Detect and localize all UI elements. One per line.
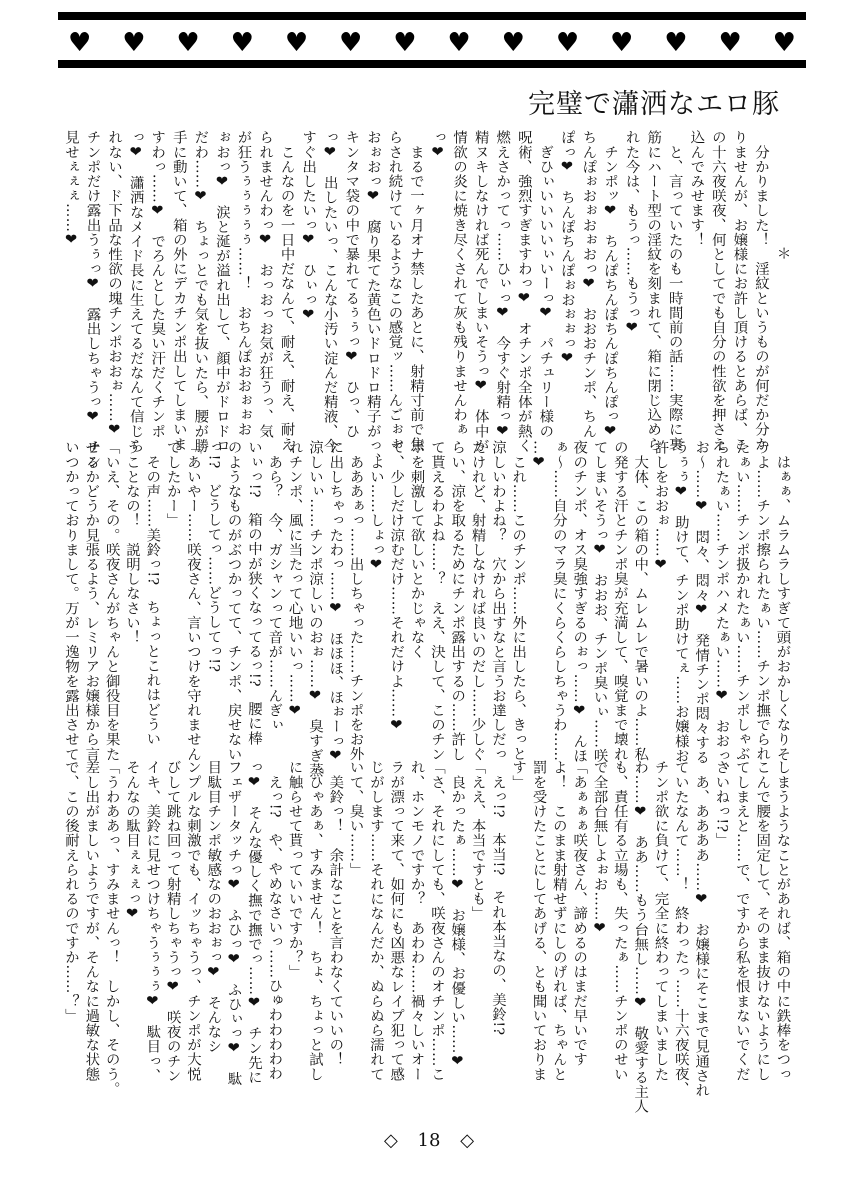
- text-column: っ❤ 出したいっ、こんな小汚い淀んだ精液、今: [321, 130, 338, 453]
- diamond-ornament-right: ◇: [460, 1130, 475, 1151]
- text-column: て、少しだけ涼むだけ……それだけよ……❤: [388, 440, 405, 734]
- heart-icon: ♥: [772, 28, 796, 58]
- text-column: そんなの駄目ぇぇぇっ❤: [123, 760, 140, 923]
- text-column: えっ!? や、やめなさいっ……ひゅわわわわわ: [266, 760, 283, 1081]
- text-column: らい、涼を取るためにチンポ露出するの……許し: [449, 440, 466, 762]
- text-column: うことなの！ 説明しなさい！: [123, 440, 140, 645]
- text-column: …❤: [530, 440, 547, 471]
- bottom-border-bar: [58, 60, 806, 68]
- text-column: 美鈴っ！ 余計なことを言わなくていいの！: [327, 760, 344, 1067]
- text-column: で全部台無しよぉお……❤: [591, 760, 608, 937]
- text-column: 分かりました！ 淫紋というものが何だか分か: [753, 130, 769, 452]
- text-column: れ、ホンモノですか？ あわわ……禍々しいオー: [408, 760, 425, 1082]
- text-column: じがします……それになんだか、ぬらぬら濡れて: [367, 760, 384, 1082]
- text-tier-bottom: [62, 760, 792, 1114]
- text-column: うぅぅ❤ 助けて、チンポ助けてぇ……お嬢様お: [672, 440, 689, 763]
- text-column: りませんが、お嬢様にお許し頂けるとあらば、こ: [731, 130, 748, 452]
- text-column: 「うわああっ、すみませんっ！ しかし、そのう。: [103, 760, 120, 1096]
- text-column: 呪術、強烈すぎますわっ❤ オチンポ全体が熱く: [515, 130, 532, 453]
- heart-icon: ♥: [664, 28, 688, 58]
- text-column: に出しちゃったわっ……❤ ほほほ、ほぉーっ❤: [327, 440, 344, 765]
- text-column: いつかっておりまして。万が一逸物を露出させて: [63, 440, 79, 762]
- text-column: いぃっ!? 箱の中が狭くなってるっ!? 腰に棒: [245, 440, 262, 746]
- text-column: っ!? どうしてっ……どうしてっ!?: [205, 440, 222, 673]
- text-column: あ、ああああ……❤ お嬢様にそこまで見通され: [693, 760, 710, 1098]
- text-column: 手に動いて、箱の外にデカチンポ出してしまいま: [170, 130, 187, 452]
- text-column: 筋にハート型の淫紋を刻まれて、箱に閉じ込めら: [645, 130, 662, 452]
- page-footer: [0, 1130, 858, 1151]
- text-column: 許しをおおぉ……❤: [652, 440, 669, 573]
- heart-icon: ♥: [122, 28, 146, 58]
- text-column: れない、ド下品な性欲の塊チンポおおぉ……❤: [106, 130, 123, 439]
- text-column: ちんぽぉおぉおぉおっ❤ おおおチンポ、ちん: [580, 130, 597, 439]
- heart-icon: ♥: [176, 28, 200, 58]
- text-column: でしたかー」: [164, 440, 181, 528]
- text-column: キンタマ袋の中で暴れてるぅぅっ❤ ひっ、ひ: [343, 130, 360, 439]
- text-column: その声……美鈴っ!? ちょっとこれはどうい: [144, 440, 161, 746]
- text-column: 精ヌキしなければ死んでしまいそうっ❤ 体中が: [472, 130, 489, 453]
- text-column: られませんわっ❤ おっおっお気が狂うっ、気: [257, 130, 274, 439]
- text-column: と、言っていたのも一時間前の話……実際に裏: [666, 130, 683, 452]
- text-column: れた今は、もうっ……もうっ❤: [623, 130, 640, 336]
- diamond-ornament-left: ◇: [383, 1130, 398, 1151]
- text-column: の十六夜咲夜、何としてでも自分の性欲を押さえ: [709, 130, 726, 452]
- text-column: よい……しょっ❤: [367, 440, 384, 573]
- text-column: で、この後耐えられるのですか……？」: [63, 760, 79, 1023]
- text-column: フェザータッチっ❤ ふひっ❤ ふひぃっ❤ 駄: [225, 760, 242, 1086]
- text-column: チンポッ❤ ちんぽちんぽちんぽちんぽっ❤: [602, 130, 619, 440]
- text-column: だわ……❤ ちょっとでも気を抜いたら、腰が勝: [192, 130, 209, 453]
- text-column: こんで腰を固定して、そのまま抜けないようにし: [754, 760, 771, 1082]
- text-column: あら？ 今、ガシャンって音が……んぎぃ: [266, 440, 283, 732]
- text-column: 涼しいぃ……チンポ涼しいのおぉ……❤ 臭すぎ蒸: [306, 440, 323, 778]
- text-column: はぁぁ、ムラムラしすぎて頭がおかしくなりそ: [774, 440, 791, 762]
- text-column: ていたなんて……！ 終わったっ……十六夜咲夜、: [672, 760, 689, 1096]
- text-column: のようなものがぶつかってて、チンポ、戻せない: [225, 440, 242, 762]
- text-column: イキ、美鈴に見せつけちゃうぅぅぅ❤ 駄目っ、: [144, 760, 161, 1083]
- text-column: これ……このチンポ……外に出したら、きっと: [510, 440, 527, 762]
- text-column: が狂うぅぅぅぅぅ……！ おちんぽおおぉぉお: [235, 130, 252, 437]
- text-column: てしまいそうっ❤ おおお、チンポ臭いぃ……咲: [591, 440, 608, 763]
- heart-icon: ♥: [68, 28, 92, 58]
- text-column: 目駄目チンポ敏感なのおおぉっ❤ そんなシ: [205, 760, 222, 1054]
- text-column: びして跳ね回って射精しちゃうっ❤ 咲夜のチン: [164, 760, 181, 1083]
- top-border-bar: [58, 12, 806, 20]
- text-tier-middle: [62, 440, 792, 778]
- text-column: 夜のチンポ、オス臭強すぎるのぉっ……❤ んほ: [571, 440, 588, 763]
- text-column: こんなのを一日中だなんて、耐え、耐え、耐え: [278, 130, 295, 452]
- text-column: ぎひぃいいいいぃいーっ❤ パチュリー様の: [537, 130, 554, 439]
- heart-border-row: [58, 28, 806, 58]
- text-column: 良かったぁ……❤ お嬢様、お優しい……❤: [449, 760, 466, 1070]
- text-column: ポを刺激して欲しいとかじゃなく: [408, 440, 425, 659]
- story-title: 完璧で瀟洒なエロ豚: [528, 89, 780, 120]
- text-column: られたぁい……チンポハメたぁい……❤ おおっ、: [713, 440, 730, 778]
- heart-icon: ♥: [339, 28, 363, 58]
- text-column: すぐ出したいっ❤ ひぃっ❤: [300, 130, 317, 323]
- text-column: たけれど、射精しなければ良いのだし……少しぐ: [469, 440, 486, 762]
- text-column: ンプルな刺激でも、イッちゃうっ、チンポが大悦: [184, 760, 201, 1082]
- heart-icon: ♥: [610, 28, 634, 58]
- text-column: たぁい……チンポ扱かれたぁい……チンポしゃぶ: [733, 440, 750, 762]
- text-column: すわっ……❤ でろんとした臭い汗だくチンポ: [149, 130, 166, 439]
- text-column: おぉおっ❤ 腐り果てた黄色いドロドロ精子がっ、: [364, 130, 381, 468]
- text-column: 罰を受けたことにしてあげる、とも聞いておりま: [530, 760, 547, 1082]
- text-column: チンポだけ露出うぅっ❤ 露出しちゃうっ❤ チン: [84, 130, 101, 469]
- text-column: も、責任有る立場も、失ったぁ……チンポのせい: [611, 760, 628, 1082]
- text-column: 燃えさかってっ……ひぃっ❤ 今すぐ射精っ❤: [494, 130, 511, 440]
- text-column: に触らせて貰っていいですか？」: [286, 760, 303, 979]
- text-column: わ……❤ ああ……もう台無し……❤ 敬愛する主人: [632, 760, 649, 1114]
- text-column: 「ひゃあぁ、すみません！ ちょ、ちょっと試し: [306, 760, 323, 1082]
- text-column: 差し出がましいようですが、そんなに過敏な状態: [83, 760, 100, 1082]
- text-column: よ！ このまま射精せずにしのげれば、ちゃんと: [550, 760, 567, 1082]
- heart-icon: ♥: [555, 28, 580, 58]
- text-column: 大体、この箱の中、ムレムレで暑いのよ……私: [632, 440, 649, 762]
- text-column: 「さ、それにしても、咲夜さんのオチンポ……こ: [428, 760, 445, 1082]
- text-column: あああぁっ……出しちゃった……チンポをお外: [347, 440, 364, 762]
- text-column: お～……❤ 悶々、悶々❤ 発情チンポ悶々する: [693, 440, 710, 765]
- text-column: 「あぁぁぁ咲夜さん、諦めるのはまだ早いです: [571, 760, 588, 1067]
- text-column: てしまえと……で、ですから私を恨まないでくだ: [733, 760, 750, 1082]
- text-column: まるで一ヶ月オナ禁したあとに、射精寸前で焦: [408, 130, 424, 452]
- text-column: ぁ～……自分のマラ臭にくらくらしちゃうわ……: [550, 440, 567, 762]
- text-column: らされ続けているようなこの感覚ッ……んごぉぉ: [386, 130, 403, 452]
- text-column: っ❤ 瀟洒なメイド長に生えてるだなんて信じら: [127, 130, 144, 453]
- text-column: す」: [510, 760, 527, 790]
- text-column: チンポ欲に負けて、完全に終わってしまいました: [652, 760, 669, 1082]
- text-column: の発する汗とチンポ臭が充満して、嗅覚まで壊れ: [611, 440, 628, 762]
- heart-icon: ♥: [284, 28, 309, 58]
- text-column: 涼しいわよね？ 穴から出すなと言うお達しだっ: [489, 440, 506, 762]
- heart-icon: ♥: [447, 28, 471, 58]
- text-column: うよ……チンポ擦られたぁい……チンポ撫でられ: [754, 440, 771, 762]
- text-tier-top: [62, 130, 792, 469]
- text-column: さいねっ!?」: [713, 760, 730, 847]
- text-column: 情欲の炎に焼き尽くされて灰も残りませんわぁ: [451, 130, 468, 437]
- text-column: っ❤: [429, 130, 446, 161]
- text-column: せるかどうか見張るよう、レミリアお嬢様から言: [83, 440, 100, 762]
- text-column: れチンポ、風に当たって心地いいっ……❤: [286, 440, 303, 719]
- text-column: ラが漂って来て、如何にも凶悪なレイプ犯って感: [388, 760, 405, 1082]
- heart-icon: ♥: [393, 28, 417, 58]
- heart-icon: ♥: [718, 28, 742, 58]
- text-column: ぉおっ❤ 涙と涎が溢れ出して、顔中がドロドロ: [213, 130, 230, 453]
- text-column: っ❤ そんな優しく撫で撫でっ……❤ チン先に: [245, 760, 262, 1085]
- text-column: いて、臭い……」: [347, 760, 364, 877]
- heart-icon: ♥: [501, 28, 525, 58]
- text-column: えっ!? 本当!? それ本当なの、美鈴!?: [489, 760, 506, 1036]
- text-column: て貰えるわよね……？ ええ、決して、このチン: [428, 440, 445, 762]
- text-column: しまうようなことがあれば、箱の中に鉄棒をつっ: [774, 760, 791, 1082]
- text-column: 「ええ、本当ですとも」: [469, 760, 486, 921]
- section-break-asterisk: ＊: [774, 246, 791, 261]
- text-column: 込んでみせます！: [688, 130, 705, 247]
- text-column: 「いえ、その。咲夜さんがちゃんと御役目を果た: [103, 440, 120, 762]
- page-number: 18: [417, 1130, 441, 1151]
- text-column: ぽっ❤ ちんぽちんぽぉおぉぉっ❤: [558, 130, 575, 367]
- text-column: 「あいやー……咲夜さん、言いつけを守れません: [184, 440, 201, 762]
- heart-icon: ♥: [230, 28, 254, 58]
- text-column: 見せぇぇぇ……❤: [63, 130, 79, 249]
